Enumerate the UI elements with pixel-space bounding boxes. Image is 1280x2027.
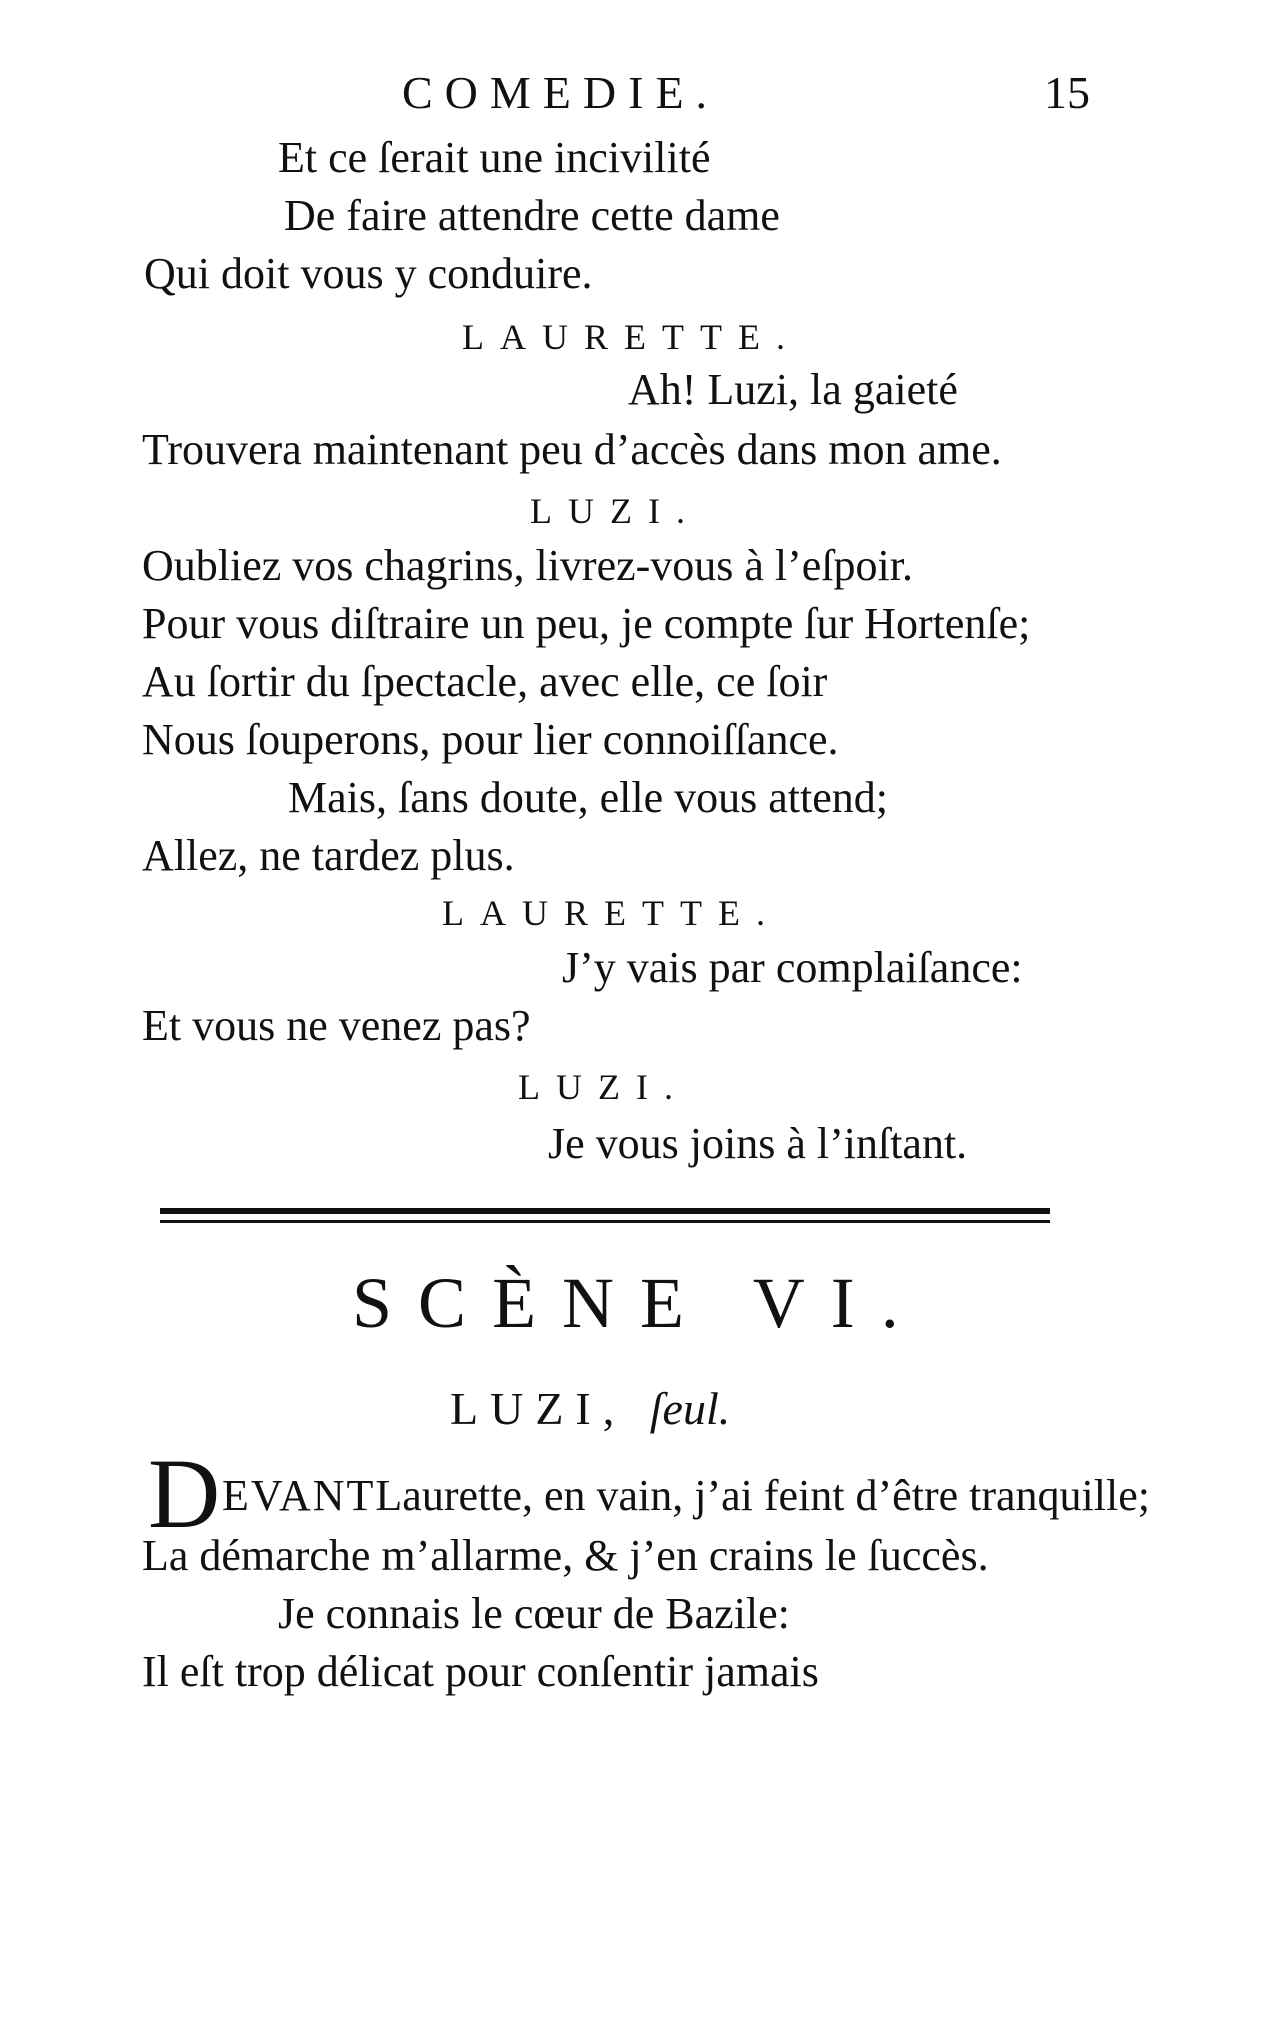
verse-line: Et ce ſerait une incivilité <box>278 133 711 182</box>
verse-line: Pour vous diſtraire un peu, je compte ſur Hortenſe; <box>142 599 1031 648</box>
verse-line: J’y vais par complaiſance: <box>562 943 1023 992</box>
verse-line: Je connais le cœur de Bazile: <box>278 1589 790 1638</box>
verse-line: Allez, ne tardez plus. <box>142 831 515 880</box>
speaker-name: LAURETTE. <box>442 893 781 933</box>
stage-direction: ſeul. <box>649 1383 731 1434</box>
verse-line: De faire attendre cette dame <box>284 191 780 240</box>
verse-line: La démarche m’allarme, & j’en crains le ſuccès. <box>142 1531 989 1580</box>
running-title: COMEDIE. <box>402 67 720 118</box>
speaker-name: LAURETTE. <box>462 317 801 357</box>
verse-line: Et vous ne venez pas? <box>142 1001 531 1050</box>
page-number: 15 <box>1044 67 1090 118</box>
drop-cap: D <box>148 1438 221 1549</box>
verse-line: Mais, ſans doute, elle vous attend; <box>288 773 888 822</box>
verse-line: Oubliez vos chagrins, livrez-vous à l’eſpoir. <box>142 541 914 590</box>
double-rule-top <box>160 1208 1050 1214</box>
verse-line <box>222 1470 1150 1522</box>
verse-line: Au ſortir du ſpectacle, avec elle, ce ſoir <box>142 657 828 706</box>
first-line-rest: Laurette, en vain, j’ai feint d’être tranquille; <box>375 1471 1150 1520</box>
speaker-name: LUZI. <box>518 1067 689 1107</box>
verse-line: Nous ſouperons, pour lier connoiſſance. <box>142 715 839 764</box>
double-rule-bottom <box>160 1220 1050 1223</box>
verse-line: Je vous joins à l’inſtant. <box>548 1119 968 1168</box>
first-word-small-caps: EVANT <box>222 1471 376 1520</box>
speaker-name: LUZI. <box>530 491 701 531</box>
verse-line: Ah! Luzi, la gaieté <box>628 365 958 414</box>
scene-speaker <box>450 1382 730 1435</box>
verse-line: Trouvera maintenant peu d’accès dans mon ame. <box>142 425 1002 474</box>
scene-title: SCÈNE VI. <box>352 1263 925 1343</box>
verse-line: Il eſt trop délicat pour conſentir jamais <box>142 1647 819 1696</box>
verse-line: Qui doit vous y conduire. <box>144 249 593 298</box>
scene-speaker-name: LUZI, <box>450 1383 627 1434</box>
